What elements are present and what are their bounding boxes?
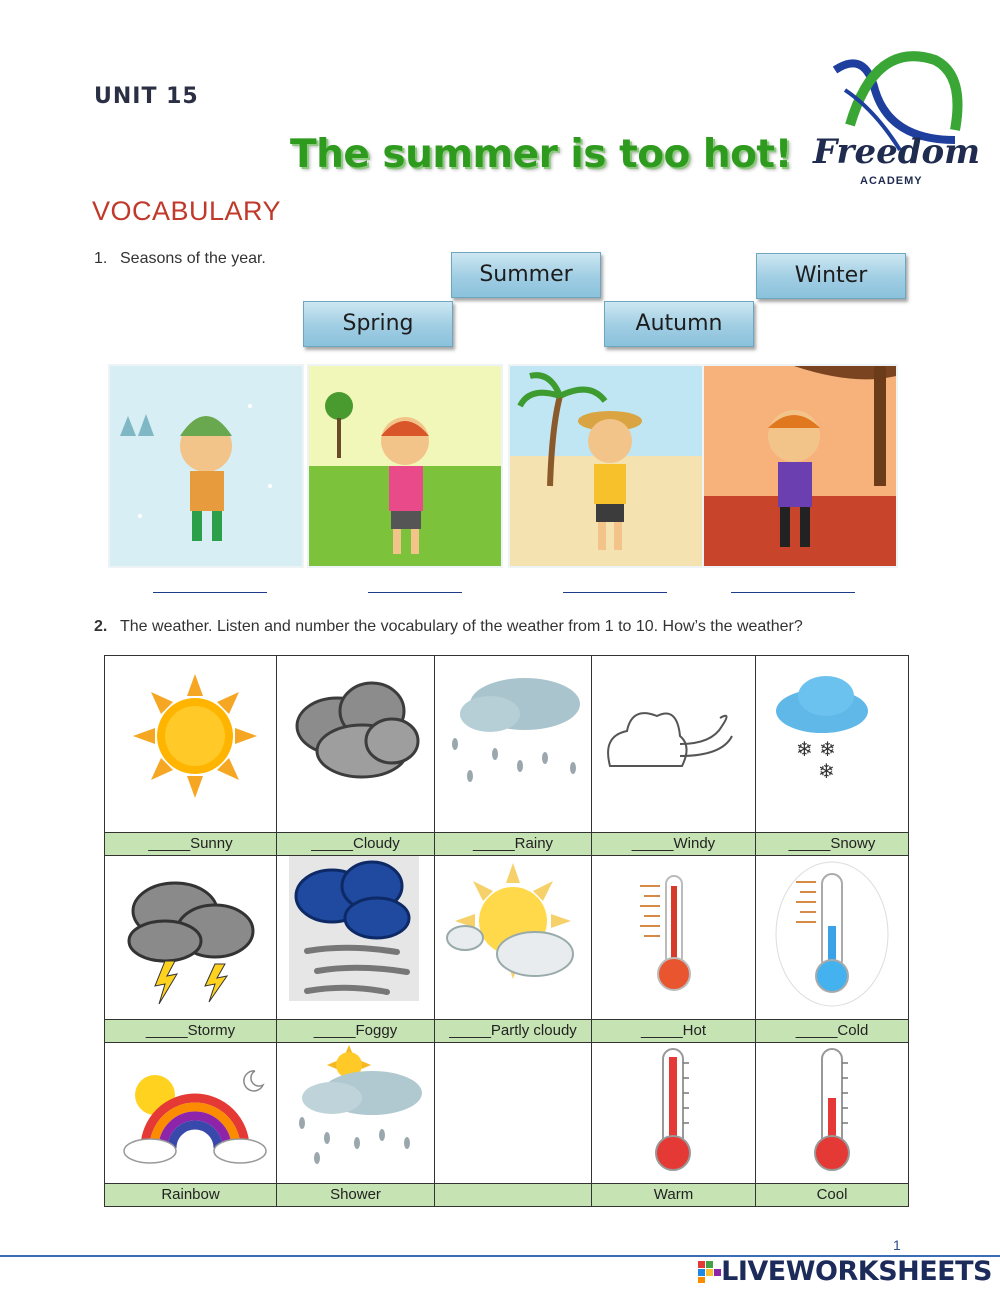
section-heading: VOCABULARY <box>92 196 282 226</box>
shower-cell <box>277 1043 435 1184</box>
label-snowy[interactable]: _____Snowy <box>756 833 909 856</box>
label-partly-cloudy[interactable]: _____Partly cloudy <box>435 1020 592 1043</box>
sunny-cell <box>105 656 277 833</box>
foggy-cell <box>277 856 435 1020</box>
season-blank-3[interactable] <box>563 592 667 593</box>
cloud-icon <box>277 656 434 827</box>
wind-icon <box>592 656 755 827</box>
winter-picture <box>108 364 304 568</box>
partly-cloudy-cell <box>435 856 592 1020</box>
windy-cell <box>592 656 756 833</box>
autumn-picture <box>702 364 898 568</box>
storm-cloud-icon <box>105 856 276 1014</box>
cold-cell <box>756 856 909 1020</box>
winter-boy-icon <box>110 366 302 566</box>
lws-blocks-icon <box>698 1261 722 1283</box>
svg-text:❄: ❄ <box>818 759 835 783</box>
warm-cell <box>592 1043 756 1184</box>
liveworksheets-brand: LIVEWORKSHEETS <box>721 1256 992 1287</box>
shower-icon <box>277 1043 434 1178</box>
logo-text: Freedom <box>813 132 981 172</box>
freedom-academy-logo <box>805 30 980 190</box>
label-rainbow: Rainbow <box>105 1184 277 1207</box>
season-blank-4[interactable] <box>731 592 855 593</box>
cloudy-cell <box>277 656 435 833</box>
empty-cell <box>435 1043 592 1184</box>
season-box-spring[interactable]: Spring <box>303 301 453 347</box>
season-box-summer[interactable]: Summer <box>451 252 601 298</box>
cool-cell <box>756 1043 909 1184</box>
label-warm: Warm <box>592 1184 756 1207</box>
svg-text:❄ ❄: ❄ ❄ <box>796 737 836 761</box>
rainbow-icon <box>105 1043 276 1178</box>
question-2 <box>94 618 803 636</box>
summer-picture <box>508 364 704 568</box>
rainy-cell <box>435 656 592 833</box>
season-blank-2[interactable] <box>368 592 462 593</box>
warm-thermometer-icon <box>592 1043 755 1178</box>
rainbow-cell <box>105 1043 277 1184</box>
label-stormy[interactable]: _____Stormy <box>105 1020 277 1043</box>
question-1 <box>94 250 266 268</box>
unit-label: UNIT 15 <box>94 84 199 109</box>
season-box-winter[interactable]: Winter <box>756 253 906 299</box>
fog-icon <box>277 856 434 1014</box>
sun-icon <box>105 656 276 827</box>
label-rainy[interactable]: _____Rainy <box>435 833 592 856</box>
question-1-number: 1. <box>94 250 108 267</box>
label-hot[interactable]: _____Hot <box>592 1020 756 1043</box>
season-box-autumn[interactable]: Autumn <box>604 301 754 347</box>
cool-thermometer-icon <box>756 1043 908 1178</box>
weather-table <box>104 655 909 1207</box>
question-1-text: Seasons of the year. <box>120 250 266 267</box>
question-2-number: 2. <box>94 618 108 635</box>
label-cloudy[interactable]: _____Cloudy <box>277 833 435 856</box>
partly-cloudy-icon <box>435 856 591 1014</box>
snowy-cell <box>756 656 909 833</box>
spring-picture <box>307 364 503 568</box>
stormy-cell <box>105 856 277 1020</box>
hot-cell <box>592 856 756 1020</box>
spring-girl-icon <box>309 366 501 566</box>
autumn-boy-icon <box>704 366 896 566</box>
label-foggy[interactable]: _____Foggy <box>277 1020 435 1043</box>
cold-thermometer-icon <box>756 856 908 1014</box>
page-title: The summer is too hot! <box>290 132 792 177</box>
season-blank-1[interactable] <box>153 592 267 593</box>
page-number: 1 <box>893 1237 901 1253</box>
logo-subtext: ACADEMY <box>860 175 923 187</box>
rain-cloud-icon <box>435 656 591 827</box>
liveworksheets-logo-icon <box>698 1261 722 1283</box>
label-cold[interactable]: _____Cold <box>756 1020 909 1043</box>
summer-boy-icon <box>510 366 702 566</box>
label-windy[interactable]: _____Windy <box>592 833 756 856</box>
snow-cloud-icon <box>756 656 908 827</box>
question-2-text: The weather. Listen and number the vocabulary of the weather from 1 to 10. How’s the weather? <box>120 618 803 635</box>
label-shower: Shower <box>277 1184 435 1207</box>
label-sunny[interactable]: _____Sunny <box>105 833 277 856</box>
label-cool: Cool <box>756 1184 909 1207</box>
label-empty <box>435 1184 592 1207</box>
hot-thermometer-icon <box>592 856 755 1014</box>
